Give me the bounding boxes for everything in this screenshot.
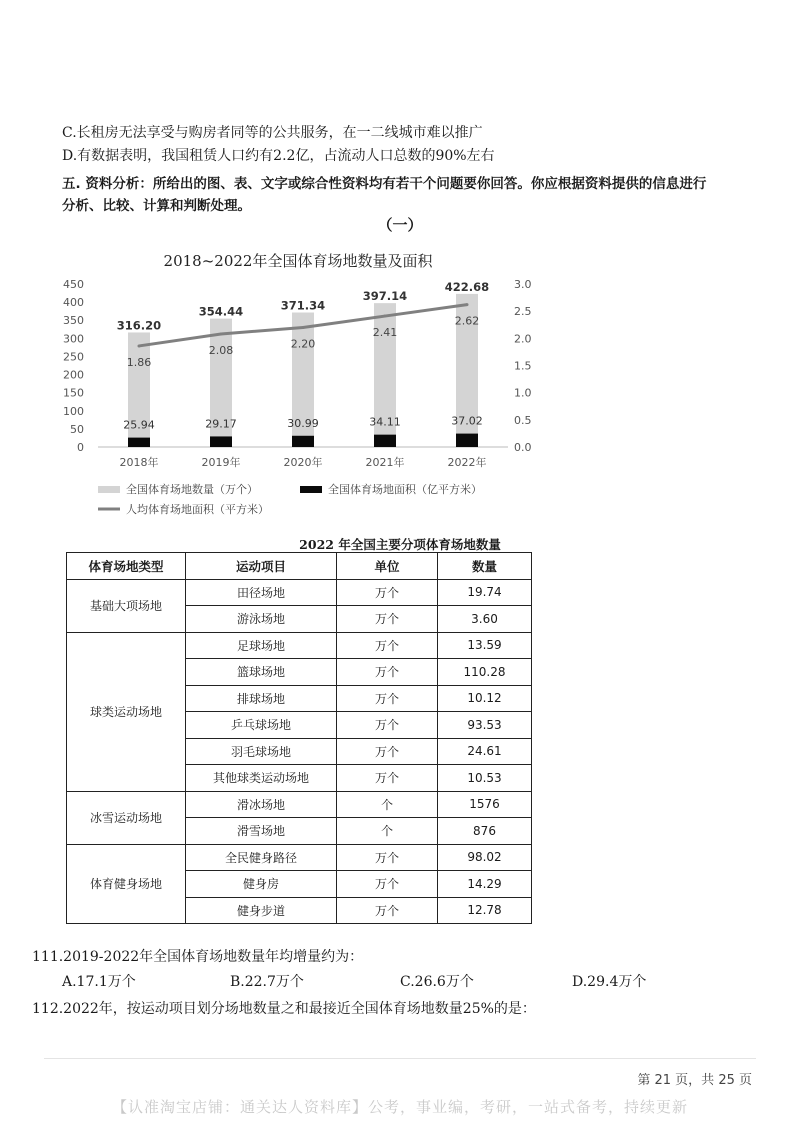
table-row	[67, 844, 532, 871]
part-label: （一）	[377, 216, 423, 234]
left-axis-tick: 400	[63, 296, 84, 310]
header-item: 运动项目	[186, 553, 337, 580]
q111-option-a[interactable]: A.17.1万个	[62, 974, 136, 990]
line-value-label: 1.86	[126, 355, 152, 369]
bar-count-label: 422.68	[444, 279, 490, 294]
bar-venue-area	[292, 436, 314, 447]
unit-cell: 万个	[337, 765, 438, 792]
sport-item-cell: 羽毛球场地	[186, 738, 337, 765]
option-d: D.有数据表明，我国租赁人口约有2.2亿，占流动人口总数的90%左右	[62, 148, 495, 164]
count-cell: 14.29	[438, 871, 532, 898]
legend-swatch-area	[300, 486, 322, 493]
line-point	[302, 326, 305, 329]
left-axis-tick: 200	[63, 368, 84, 382]
venue-type-cell: 球类运动场地	[67, 632, 186, 791]
sport-item-cell: 健身房	[186, 871, 337, 898]
line-point	[466, 303, 469, 306]
unit-cell: 个	[337, 791, 438, 818]
count-cell: 24.61	[438, 738, 532, 765]
question-112: 112.2022年，按运动项目划分场地数量之和最接近全国体育场地数量25%的是：	[32, 1001, 536, 1017]
right-axis-tick: 3.0	[514, 278, 532, 291]
count-cell: 93.53	[438, 712, 532, 739]
right-axis-tick: 1.0	[514, 386, 532, 400]
section-heading-cont: 分析、比较、计算和判断处理。	[62, 198, 251, 214]
option-c: C.长租房无法享受与购房者同等的公共服务，在一二线城市难以推广	[62, 125, 483, 141]
count-cell: 10.53	[438, 765, 532, 792]
unit-cell: 万个	[337, 632, 438, 659]
footer-divider	[44, 1058, 756, 1059]
unit-cell: 万个	[337, 897, 438, 924]
venue-table	[66, 552, 532, 924]
line-value-label: 2.20	[290, 337, 316, 351]
bar-count-label: 371.34	[280, 298, 326, 313]
header-type: 体育场地类型	[67, 553, 186, 580]
bar-venue-area	[374, 435, 396, 447]
category-label: 2019年	[201, 456, 241, 469]
bar-area-label: 29.17	[205, 417, 237, 431]
header-unit: 单位	[337, 553, 438, 580]
sport-item-cell: 篮球场地	[186, 659, 337, 686]
right-axis-tick: 0.0	[514, 441, 532, 454]
bar-area-label: 34.11	[369, 415, 401, 429]
sport-item-cell: 全民健身路径	[186, 844, 337, 871]
count-cell: 110.28	[438, 659, 532, 686]
legend-area-label: 全国体育场地面积（亿平方米）	[328, 483, 482, 496]
sport-item-cell: 健身步道	[186, 897, 337, 924]
venue-type-cell: 基础大项场地	[67, 579, 186, 632]
left-axis-tick: 300	[63, 332, 84, 346]
unit-cell: 万个	[337, 579, 438, 606]
line-point	[220, 332, 223, 335]
left-axis-tick: 50	[70, 422, 84, 436]
table-body	[67, 579, 532, 924]
header-value: 数量	[438, 553, 532, 580]
bar-venue-area	[128, 438, 150, 447]
table-title: 2022 年全国主要分项体育场地数量	[299, 537, 501, 552]
category-label: 2021年	[365, 456, 405, 469]
legend-per-capita-label: 人均体育场地面积（平方米）	[126, 503, 269, 516]
sport-item-cell: 排球场地	[186, 685, 337, 712]
line-value-label: 2.62	[454, 314, 480, 328]
chart-title: 2018~2022年全国体育场地数量及面积	[163, 252, 433, 270]
left-axis-tick: 100	[63, 404, 84, 418]
left-axis-tick: 250	[63, 350, 84, 364]
page-number: 第 21 页，共 25 页	[637, 1073, 752, 1088]
q111-option-b[interactable]: B.22.7万个	[230, 974, 304, 990]
sport-item-cell: 游泳场地	[186, 606, 337, 633]
line-point	[138, 344, 141, 347]
unit-cell: 万个	[337, 659, 438, 686]
count-cell: 10.12	[438, 685, 532, 712]
category-label: 2022年	[447, 456, 487, 469]
category-label: 2020年	[283, 456, 323, 469]
unit-cell: 个	[337, 818, 438, 845]
unit-cell: 万个	[337, 606, 438, 633]
line-value-label: 2.41	[372, 326, 398, 340]
count-cell: 3.60	[438, 606, 532, 633]
bar-venue-area	[456, 434, 478, 447]
line-point	[384, 315, 387, 318]
left-axis-tick: 150	[63, 386, 84, 400]
legend-swatch-count	[98, 486, 120, 493]
q111-option-d[interactable]: D.29.4万个	[572, 974, 647, 990]
bar-line-chart	[50, 240, 550, 520]
count-cell: 13.59	[438, 632, 532, 659]
unit-cell: 万个	[337, 685, 438, 712]
left-axis-tick: 450	[63, 278, 84, 291]
right-axis-tick: 1.5	[514, 359, 532, 373]
left-axis-tick: 350	[63, 314, 84, 328]
bar-area-label: 37.02	[451, 414, 483, 428]
unit-cell: 万个	[337, 738, 438, 765]
sport-item-cell: 其他球类运动场地	[186, 765, 337, 792]
category-label: 2018年	[119, 456, 159, 469]
count-cell: 1576	[438, 791, 532, 818]
table-row	[67, 579, 532, 606]
right-axis-tick: 2.5	[514, 305, 532, 319]
legend-count-label: 全国体育场地数量（万个）	[126, 483, 258, 496]
sport-item-cell: 滑冰场地	[186, 791, 337, 818]
bar-area-label: 25.94	[123, 418, 155, 432]
question-111: 111.2019-2022年全国体育场地数量年均增量约为：	[32, 949, 364, 965]
bar-count-label: 354.44	[198, 304, 244, 319]
venue-type-cell: 冰雪运动场地	[67, 791, 186, 844]
count-cell: 98.02	[438, 844, 532, 871]
unit-cell: 万个	[337, 871, 438, 898]
line-value-label: 2.08	[208, 343, 234, 357]
bar-venue-area	[210, 436, 232, 447]
sport-item-cell: 滑雪场地	[186, 818, 337, 845]
venue-type-cell: 体育健身场地	[67, 844, 186, 924]
sport-item-cell: 足球场地	[186, 632, 337, 659]
watermark: 【认准淘宝店铺：通关达人资料库】公考，事业编，考研，一站式备考，持续更新	[111, 1098, 688, 1116]
table-row	[67, 632, 532, 659]
chart-legend	[98, 482, 482, 516]
right-axis-tick: 0.5	[514, 413, 532, 427]
table-header-row	[67, 553, 532, 580]
right-axis-tick: 2.0	[514, 332, 532, 346]
sport-item-cell: 乒乓球场地	[186, 712, 337, 739]
unit-cell: 万个	[337, 844, 438, 871]
count-cell: 19.74	[438, 579, 532, 606]
left-axis-tick: 0	[77, 441, 84, 454]
bar-area-label: 30.99	[287, 416, 319, 430]
q111-option-c[interactable]: C.26.6万个	[400, 974, 474, 990]
table-row	[67, 791, 532, 818]
count-cell: 876	[438, 818, 532, 845]
unit-cell: 万个	[337, 712, 438, 739]
count-cell: 12.78	[438, 897, 532, 924]
sport-item-cell: 田径场地	[186, 579, 337, 606]
bar-count-label: 397.14	[362, 289, 408, 304]
section-heading: 五. 资料分析：所给出的图、表、文字或综合性资料均有若干个问题要你回答。你应根据资料提供的信息进行	[62, 176, 707, 192]
bar-count-label: 316.20	[116, 318, 162, 333]
